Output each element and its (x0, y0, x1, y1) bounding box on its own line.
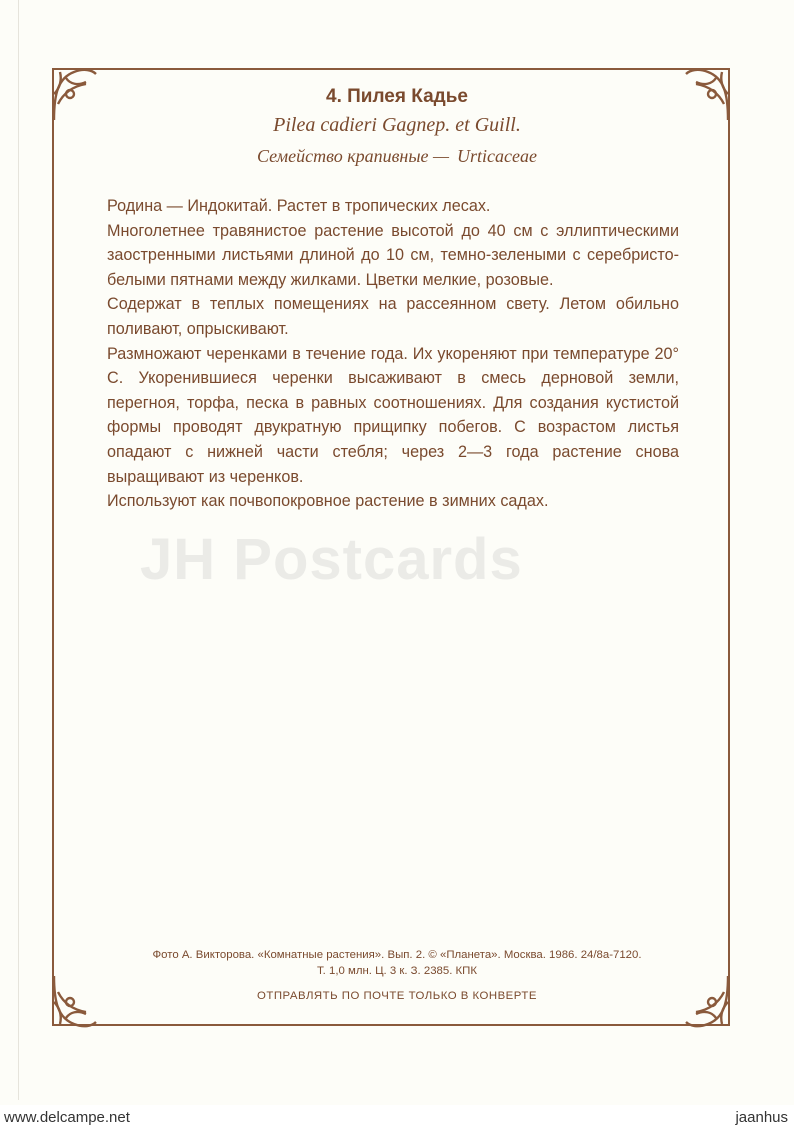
ornament-corner-icon (48, 972, 100, 1032)
latin-name: Pilea cadieri Gagnep. et Guill. (273, 114, 521, 136)
plant-title: 4. Пилея Кадье (326, 86, 468, 107)
mailing-note: ОТПРАВЛЯТЬ ПО ПОЧТЕ ТОЛЬКО В КОНВЕРТЕ (257, 990, 537, 1002)
paragraph-propagation: Размножают черенками в течение года. Их укореняют при температуре 20° С. Укоренившиеся черенки высаживают в смесь дерновой земли, перегноя, торфа, песка в равных соотношениях. Для создания кустистой формы проводят двукратную прищипку побегов. С возрастом листья опадают с нижней части стебля; через 2—3 года растение снова выращивают из черенков. (107, 344, 679, 486)
paragraph-origin: Родина — Индокитай. Растет в тропических лесах. (107, 197, 491, 215)
site-credit: www.delcampe.net (4, 1109, 130, 1126)
ornament-corner-icon (682, 972, 734, 1032)
publication-line-1: Фото А. Викторова. «Комнатные растения». Вып. 2. © «Планета». Москва. 1986. 24/8а-7120. (152, 949, 642, 961)
user-credit: jaanhus (735, 1109, 788, 1126)
watermark: JH Postcards (140, 527, 523, 592)
family-latin: Urticaceae (457, 146, 538, 166)
publication-info (0, 947, 794, 979)
publication-line-2: Т. 1,0 млн. Ц. 3 к. З. 2385. КПК (316, 965, 478, 977)
family-russian: Семейство крапивные — (256, 146, 450, 166)
description-text (107, 194, 679, 514)
bottom-bar (0, 1105, 794, 1130)
paragraph-description: Многолетнее травянистое растение высотой до 40 см с эллиптическими заостренными листьями длиной до 10 см, темно-зелеными с серебристо-белыми пятнами между жилками. Цветки мелкие, розовые. (107, 221, 679, 289)
family-line (0, 146, 794, 167)
paragraph-care: Содержат в теплых помещениях на рассеянном свету. Летом обильно поливают, опрыскивают. (107, 295, 679, 338)
paragraph-use: Используют как почвопокровное растение в зимних садах. (107, 492, 549, 511)
